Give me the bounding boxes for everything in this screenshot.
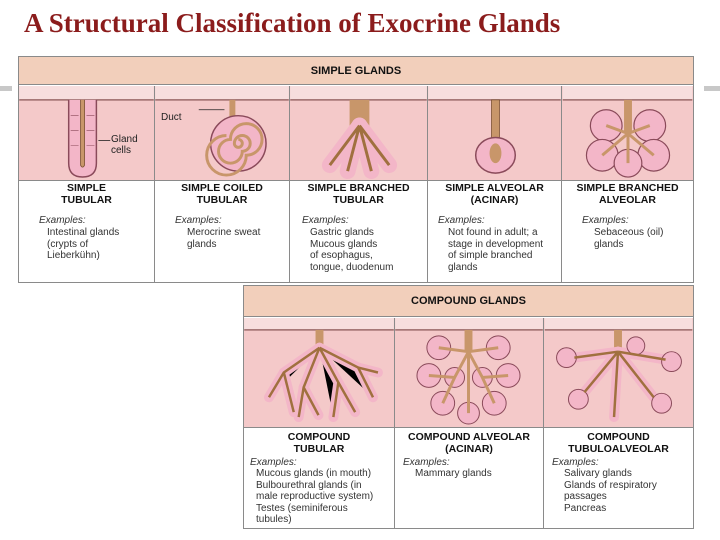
compound-tubuloalveolar-illustration <box>544 318 693 428</box>
gland-cells-label: Gland cells <box>111 134 138 156</box>
simple-branched-alveolar-examples: Sebaceous (oil) glands <box>594 227 664 250</box>
simple-alveolar-name: SIMPLE ALVEOLAR (ACINAR) <box>445 182 544 206</box>
compound-tubular-examples-label: Examples: <box>250 457 297 468</box>
simple-branched-tubular-examples-label: Examples: <box>302 215 349 226</box>
gland-cell-simple-coiled-tubular <box>155 86 290 282</box>
slide-title: A Structural Classification of Exocrine Glands <box>24 8 561 38</box>
simple-coiled-tubular-examples: Merocrine sweat glands <box>187 227 261 250</box>
compound-tubular-name: COMPOUND TUBULAR <box>287 431 351 455</box>
simple-coiled-tubular-name: SIMPLE COILED TUBULAR <box>181 182 263 206</box>
gland-cell-simple-branched-tubular <box>290 86 428 282</box>
compound-tubuloalveolar-examples-label: Examples: <box>552 457 599 468</box>
simple-alveolar-examples-label: Examples: <box>438 215 485 226</box>
simple-alveolar-examples: Not found in adult; a stage in development of simple branched glands <box>448 227 544 273</box>
compound-tubular-examples: Mucous glands (in mouth) Bulbourethral glands (in male reproductive system) Testes (seminiferous tubules) <box>256 468 374 525</box>
simple-branched-tubular-illustration <box>290 86 427 181</box>
gland-cell-compound-tubuloalveolar <box>544 318 693 528</box>
decorative-bar-left <box>0 86 12 91</box>
simple-branched-alveolar-examples-label: Examples: <box>582 215 629 226</box>
simple-tubular-examples-label: Examples: <box>39 215 86 226</box>
simple-branched-tubular-name: SIMPLE BRANCHED TUBULAR <box>307 182 410 206</box>
compound-tubuloalveolar-name: COMPOUND TUBULOALVEOLAR <box>568 431 669 455</box>
compound-tubuloalveolar-examples: Salivary glands Glands of respiratory passages Pancreas <box>564 468 657 514</box>
gland-cell-simple-branched-alveolar <box>562 86 693 282</box>
compound-glands-panel <box>243 285 694 529</box>
compound-alveolar-examples: Mammary glands <box>415 468 492 479</box>
duct-label: Duct <box>161 112 182 123</box>
simple-branched-tubular-examples: Gastric glands Mucous glands of esophagus, tongue, duodenum <box>310 227 394 273</box>
simple-glands-panel <box>18 56 694 283</box>
simple-tubular-name: SIMPLE TUBULAR <box>61 182 112 206</box>
compound-alveolar-examples-label: Examples: <box>403 457 450 468</box>
simple-branched-alveolar-name: SIMPLE BRANCHED ALVEOLAR <box>576 182 679 206</box>
simple-coiled-tubular-examples-label: Examples: <box>175 215 222 226</box>
gland-cell-simple-tubular <box>19 86 155 282</box>
simple-alveolar-illustration <box>428 86 561 181</box>
simple-branched-alveolar-illustration <box>562 86 693 181</box>
compound-tubular-illustration <box>244 318 394 428</box>
simple-glands-header: SIMPLE GLANDS <box>19 57 693 85</box>
gland-cell-compound-tubular <box>244 318 395 528</box>
simple-tubular-examples: Intestinal glands (crypts of Lieberkühn) <box>47 227 120 261</box>
compound-glands-header: COMPOUND GLANDS <box>244 286 693 317</box>
compound-alveolar-name: COMPOUND ALVEOLAR (ACINAR) <box>408 431 530 455</box>
compound-alveolar-illustration <box>395 318 543 428</box>
simple-coiled-tubular-illustration <box>155 86 289 181</box>
gland-cell-simple-alveolar <box>428 86 562 282</box>
gland-cell-compound-alveolar <box>395 318 544 528</box>
decorative-bar-right <box>704 86 720 91</box>
